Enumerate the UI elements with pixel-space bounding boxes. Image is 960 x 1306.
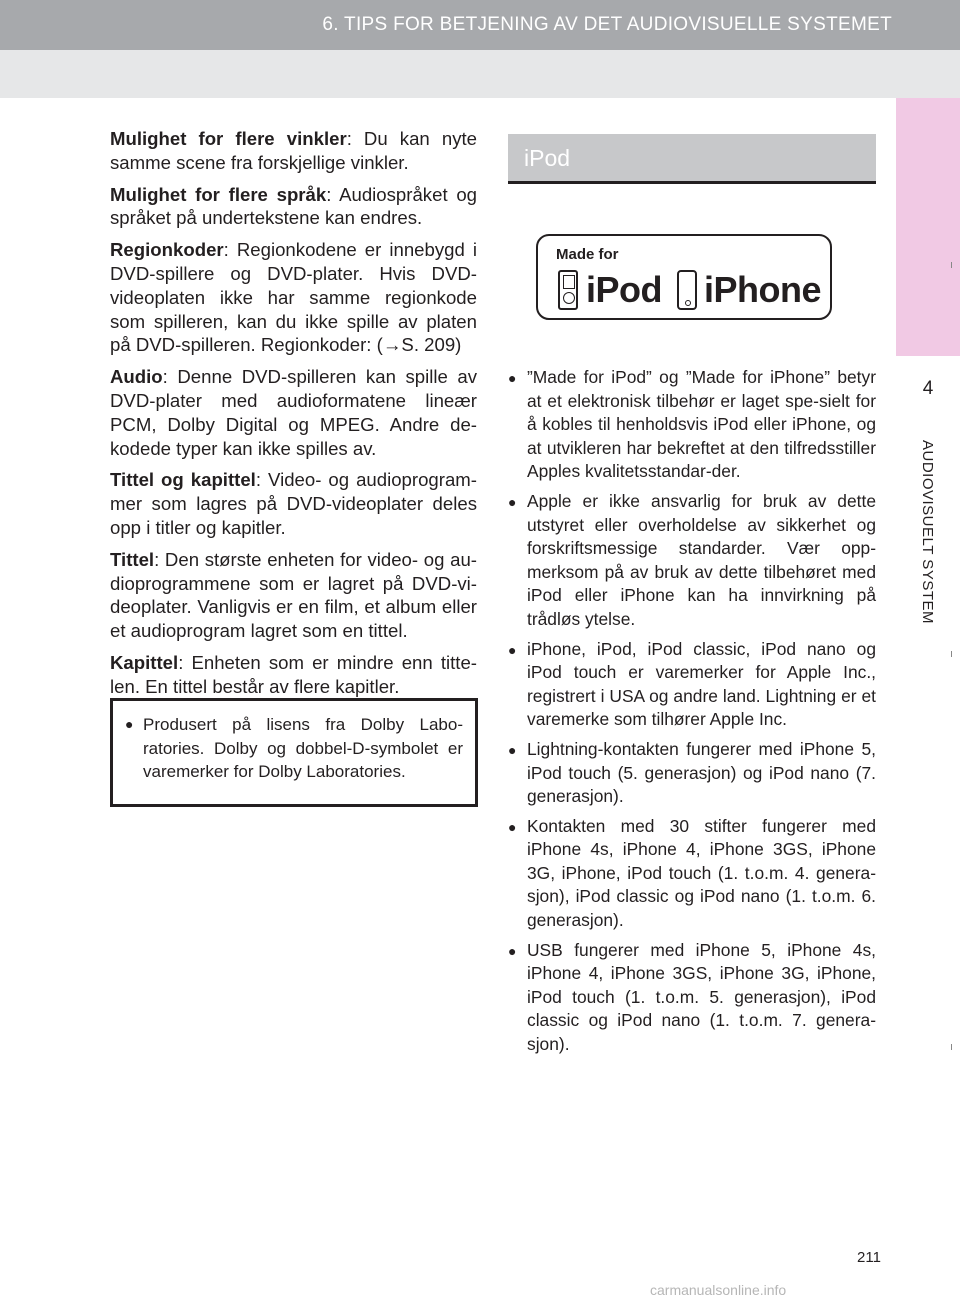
paragraph-text: : Denne DVD-spilleren kan spille av DVD-plater med audioformatene lineær PCM, Dolby Digital og MPEG. Andre de-kodede typer kan ikke spilles av. xyxy=(110,366,477,459)
paragraph xyxy=(110,127,477,175)
bullet-icon: ● xyxy=(508,493,517,510)
paragraph xyxy=(110,548,477,643)
badge-iphone-text: iPhone xyxy=(704,269,822,310)
watermark[interactable]: carmanualsonline.info xyxy=(650,1282,787,1298)
list-item-text: Kontakten med 30 stifter fungerer med iPhone 4s, iPhone 4, iPhone 3GS, iPhone 3G, iPhone, iPod touch (1. t.o.m. 4. genera-sjon), iPod classic og iPod nano (1. t.o.m. 6. generasjon). xyxy=(527,815,876,931)
paragraph xyxy=(110,183,477,231)
paragraph xyxy=(110,468,477,539)
left-column xyxy=(110,127,477,707)
list-item-text: Apple er ikke ansvarlig for bruk av dette utstyret eller overholdelse av sikkerhet og forskriftsmessige standarder. Vær opp-merksom på av bruk av dette tilbehøret med iPod eller iPhone kan ha innvirkning på trådløs ytelse. xyxy=(527,490,876,629)
list-item xyxy=(508,638,876,732)
paragraph-text: : Video- og audioprogram-mer som lagres på DVD-videoplater deles opp i titler og kapitler. xyxy=(110,469,477,538)
section-underline xyxy=(508,181,876,184)
margin-tick xyxy=(951,651,952,657)
term: Mulighet for flere språk xyxy=(110,183,327,205)
right-column xyxy=(508,366,876,1063)
note-text xyxy=(113,713,475,784)
made-for-ipod-iphone-badge xyxy=(536,234,832,320)
paragraph xyxy=(110,238,477,357)
term: Audio xyxy=(110,366,163,388)
ipod-icon xyxy=(558,270,578,310)
bullet-icon: ● xyxy=(508,641,517,658)
bullet-icon: ● xyxy=(508,741,517,758)
bullet-icon: ● xyxy=(508,942,517,959)
list-item-text: Lightning-kontakten fungerer med iPhone 5, iPod touch (5. generasjon) og iPod nano (7. generasjon). xyxy=(527,738,876,807)
term: Mulighet for flere vinkler xyxy=(110,128,347,149)
chapter-label-text: AUDIOVISUELT SYSTEM xyxy=(919,440,936,624)
header-bar xyxy=(0,0,960,50)
list-item xyxy=(508,939,876,1057)
badge-ipod-text: iPod xyxy=(586,269,662,310)
list-item xyxy=(508,815,876,933)
bullet-icon: ● xyxy=(508,818,517,835)
bullet-icon: ● xyxy=(125,716,134,732)
page-header xyxy=(0,0,960,98)
term: Tittel xyxy=(110,548,155,570)
margin-tick xyxy=(951,1044,952,1050)
paragraph-text: : Du kan nyte samme scene fra forskjellige vinkler. xyxy=(110,128,477,173)
list-item xyxy=(508,738,876,809)
note-box xyxy=(110,698,478,807)
badge-made-for: Made for xyxy=(556,246,619,263)
section-title: iPod xyxy=(508,134,876,182)
paragraph-text: : Den største enheten for video- og au-dioprogrammene som er lagret på DVD-vi-deoplater. Vanligvis er en film, et album eller et audioprogram lagret som en tittel. xyxy=(110,548,477,642)
list-item-text: ”Made for iPod” og ”Made for iPhone” betyr at et elektronisk tilbehør er laget spe-sielt for å kobles til henholdsvis iPod eller iPhone, og at utvikleren har bekreftet at den tilfredsstiller Apples kvalitetsstandar-der. xyxy=(527,367,876,482)
paragraph xyxy=(110,365,477,460)
note-body: Produsert på lisens fra Dolby Labo-ratories. Dolby og dobbel-D-symbolet er varemerker for Dolby Laboratories. xyxy=(143,715,463,782)
term: Regionkoder xyxy=(110,239,224,261)
header-title: 6. TIPS FOR BETJENING AV DET AUDIOVISUELLE SYSTEMET xyxy=(322,14,892,35)
chapter-number: 4 xyxy=(922,378,934,399)
term: Tittel og kapittel xyxy=(110,469,256,491)
bullet-icon: ● xyxy=(508,370,517,386)
margin-tick xyxy=(951,262,952,268)
term: Kapittel xyxy=(110,651,179,673)
list-item xyxy=(508,490,876,632)
paragraph-text: : Enheten som er mindre enn titte-len. En tittel består av flere kapitler. xyxy=(110,651,477,697)
iphone-icon xyxy=(677,270,697,310)
page-number: 211 xyxy=(857,1249,881,1266)
chapter-side-tab xyxy=(896,98,960,356)
list-item xyxy=(508,366,876,484)
paragraph xyxy=(110,651,477,699)
paragraph-text: : Regionkodene er innebygd i DVD-spillere og DVD-plater. Hvis DVD-videoplaten ikke har samme regionkode som spilleren, kan du ikke spille av platen på DVD-spilleren. Regionkoder: (→S. 209) xyxy=(110,239,477,356)
list-item-text: USB fungerer med iPhone 5, iPhone 4s, iPhone 4, iPhone 3GS, iPhone 3G, iPhone, iPod touch (1. t.o.m. 5. generasjon), iPod classic og iPod nano (1. t.o.m. 7. genera-sjon). xyxy=(527,939,876,1055)
list-item-text: iPhone, iPod, iPod classic, iPod nano og iPod touch er varemerker for Apple Inc., registrert i USA og andre land. Lightning er et varemerke som tilhører Apple Inc. xyxy=(527,638,876,730)
paragraph-text: : Audiospråket og språket på undertekstene kan endres. xyxy=(110,183,477,229)
